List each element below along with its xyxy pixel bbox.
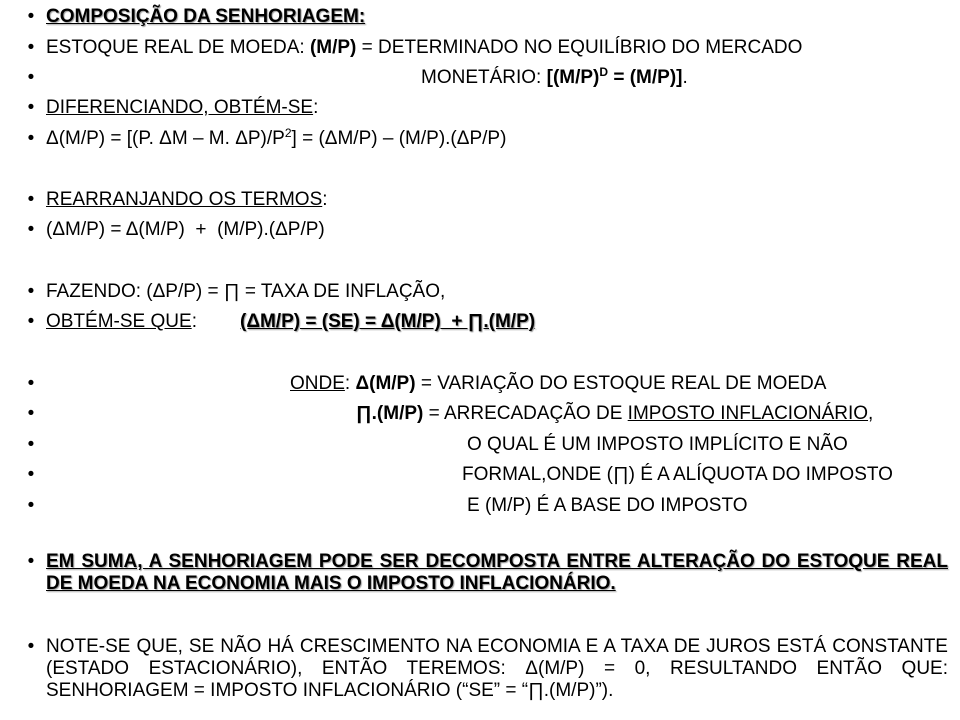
bullet: • [27, 6, 35, 27]
inflation-tax-line [0, 401, 960, 427]
bold-fragment: (M/P) [309, 37, 357, 58]
inflation-tax-text [356, 401, 873, 427]
text-fragment: : [344, 373, 356, 394]
bullet: • [27, 551, 35, 572]
text-fragment: = VARIAÇÃO DO ESTOQUE REAL DE MOEDA [415, 373, 827, 394]
result-label [46, 309, 197, 335]
tax-rate-line [0, 462, 960, 488]
inflation-text: FAZENDO: (ΔP/P) = ∏ = TAXA DE INFLAÇÃO, [46, 281, 446, 302]
underlined-fragment: OBTÉM-SE QUE [46, 311, 192, 332]
summary-paragraph: EM SUMA, A SENHORIAGEM PODE SER DECOMPOSTA ENTRE ALTERAÇÃO DO ESTOQUE REAL DE MOEDA NA ECONOMIA MAIS O IMPOSTO INFLACIONÁRIO. [46, 551, 948, 594]
underlined-fragment: DIFERENCIANDO, OBTÉM-SE [46, 97, 314, 118]
tax-base-line [0, 493, 960, 519]
bullet: • [27, 189, 35, 210]
underlined-fragment: REARRANJANDO OS TERMOS [46, 189, 323, 210]
bullet: • [27, 67, 35, 88]
bullet: • [27, 403, 35, 424]
implicit-tax-line [0, 432, 960, 458]
title-row [0, 4, 960, 30]
bullet: • [27, 37, 35, 58]
bullet: • [27, 311, 35, 332]
rearranging-text [46, 187, 328, 213]
bold-fragment: Δ(M/P) [355, 373, 416, 394]
bullet: • [27, 373, 35, 394]
text-fragment: = DETERMINADO NO EQUILÍBRIO DO MERCADO [356, 37, 803, 58]
rearranged-formula: (ΔM/P) = Δ(M/P) + (M/P).(ΔP/P) [46, 219, 325, 240]
derivative-formula [46, 126, 506, 152]
implicit-tax-text: O QUAL É UM IMPOSTO IMPLÍCITO E NÃO [467, 434, 848, 455]
period: . [682, 67, 688, 88]
underlined-fragment: ONDE [290, 373, 345, 394]
monetary-text [421, 65, 688, 91]
formula-fragment: = (M/P)] [608, 67, 683, 88]
text-fragment: = ARRECADAÇÃO DE [423, 403, 628, 424]
tax-base-text: E (M/P) É A BASE DO IMPOSTO [467, 495, 748, 516]
seigniorage-formula: (ΔM/P) = (SE) = Δ(M/P) + ∏.(M/P) [240, 311, 536, 332]
text-fragment: : [322, 189, 328, 210]
slide-title: COMPOSIÇÃO DA SENHORIAGEM: [46, 6, 366, 27]
where-line [0, 371, 960, 397]
text-fragment: ESTOQUE REAL DE MOEDA: [46, 37, 310, 58]
bullet: • [27, 464, 35, 485]
formula-fragment: [(M/P) [546, 67, 600, 88]
formula-fragment: ] = (ΔM/P) – (M/P).(ΔP/P) [291, 128, 507, 149]
differentiating-line [0, 95, 960, 121]
squared-superscript: 2 [284, 126, 292, 140]
bullet: • [27, 636, 35, 657]
where-text [290, 371, 826, 397]
inflation-line [0, 279, 960, 305]
bold-fragment: ∏.(M/P) [356, 403, 424, 424]
derivative-formula-line [0, 126, 960, 152]
result-line [0, 309, 960, 335]
monetary-line [0, 65, 960, 91]
text-fragment: : [313, 97, 319, 118]
bullet: • [27, 128, 35, 149]
stock-real-line [0, 35, 960, 61]
stock-real-text [46, 35, 802, 61]
tax-rate-text: FORMAL,ONDE (∏) É A ALÍQUOTA DO IMPOSTO [462, 464, 893, 485]
text-fragment: MONETÁRIO: [421, 67, 547, 88]
bullet: • [27, 495, 35, 516]
bullet: • [27, 97, 35, 118]
underlined-fragment: IMPOSTO INFLACIONÁRIO [627, 403, 869, 424]
note-paragraph: NOTE-SE QUE, SE NÃO HÁ CRESCIMENTO NA ECONOMIA E A TAXA DE JUROS ESTÁ CONSTANTE (ESTADO ESTACIONÁRIO), ENTÃO TEREMOS: Δ(M/P) = 0, RESULTANDO ENTÃO QUE: SENHORIAGEM = IMPOSTO INFLACIONÁRIO (“SE” = “∏.(M/P)”). [46, 636, 948, 701]
rearranging-line [0, 187, 960, 213]
equilibrium-formula [547, 67, 683, 88]
text-fragment: : [191, 311, 197, 332]
bullet: • [27, 434, 35, 455]
formula-fragment: Δ(M/P) = [(P. ΔM – M. ΔP)/P [46, 128, 285, 149]
rearranged-formula-line [0, 217, 960, 243]
bullet: • [27, 219, 35, 240]
demand-superscript: D [599, 65, 609, 79]
bullet: • [27, 281, 35, 302]
text-fragment: , [868, 403, 874, 424]
differentiating-text [46, 95, 318, 121]
